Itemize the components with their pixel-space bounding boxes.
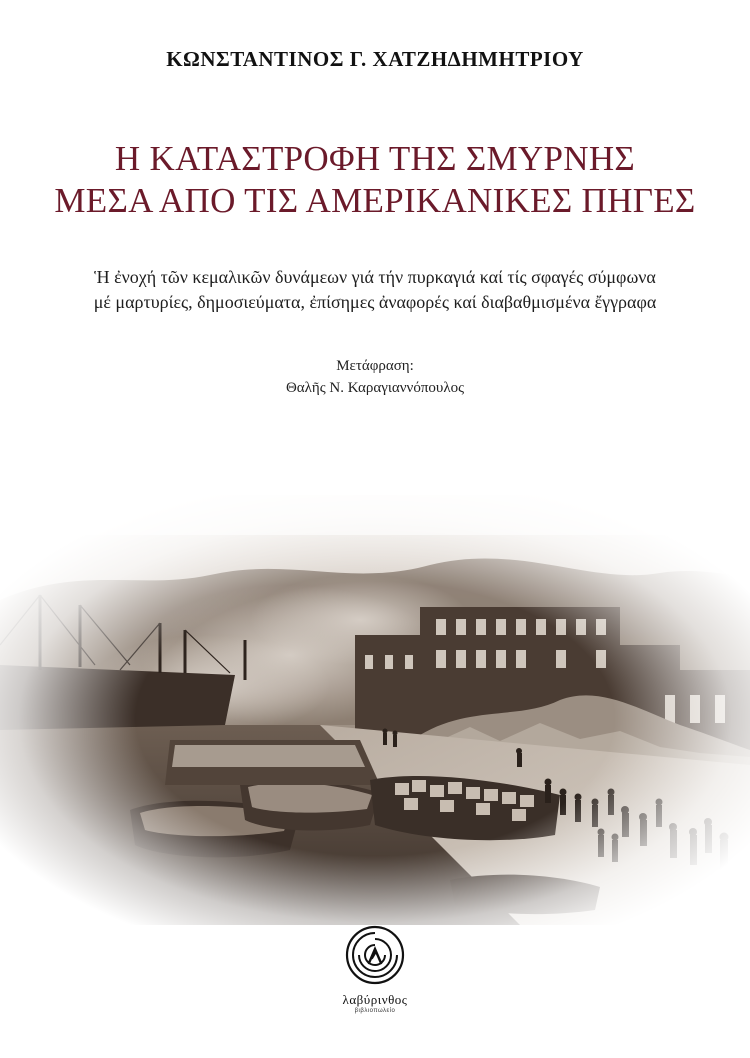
translation-credit (0, 355, 750, 399)
author-name: ΚΩΝΣΤΑΝΤΙΝΟΣ Γ. ΧΑΤΖΗΔΗΜΗΤΡΙΟΥ (166, 47, 584, 71)
title-line-2: ΜΕΣΑ ΑΠΟ ΤΙΣ ΑΜΕΡΙΚΑΝΙΚΕΣ ΠΗΓΕΣ (54, 181, 696, 220)
smyrna-harbor-photo (0, 495, 750, 925)
subtitle-line-2: μέ μαρτυρίες, δημοσιεύματα, ἐπίσημες ἀναφορές καί διαβαθμισμένα ἔγγραφα (93, 292, 657, 312)
publisher-name: λαβύρινθος (342, 992, 408, 1007)
title-line-1: Η ΚΑΤΑΣΤΡΟΦΗ ΤΗΣ ΣΜΥΡΝΗΣ (114, 139, 636, 178)
publisher-subtitle: βιβλιοπωλείο (354, 1008, 396, 1014)
subtitle-line-1: Ἡ ἐνοχή τῶν κεμαλικῶν δυνάμεων γιά τήν πυρκαγιά καί τίς σφαγές σύμφωνα (94, 267, 656, 287)
publisher-logo (335, 925, 415, 1035)
book-title (0, 138, 750, 222)
book-subtitle (0, 265, 750, 315)
labyrinth-icon (345, 925, 405, 985)
translation-label: Μετάφραση: (336, 358, 414, 374)
translator-name: Θαλῆς Ν. Καραγιαννόπουλος (285, 380, 465, 396)
